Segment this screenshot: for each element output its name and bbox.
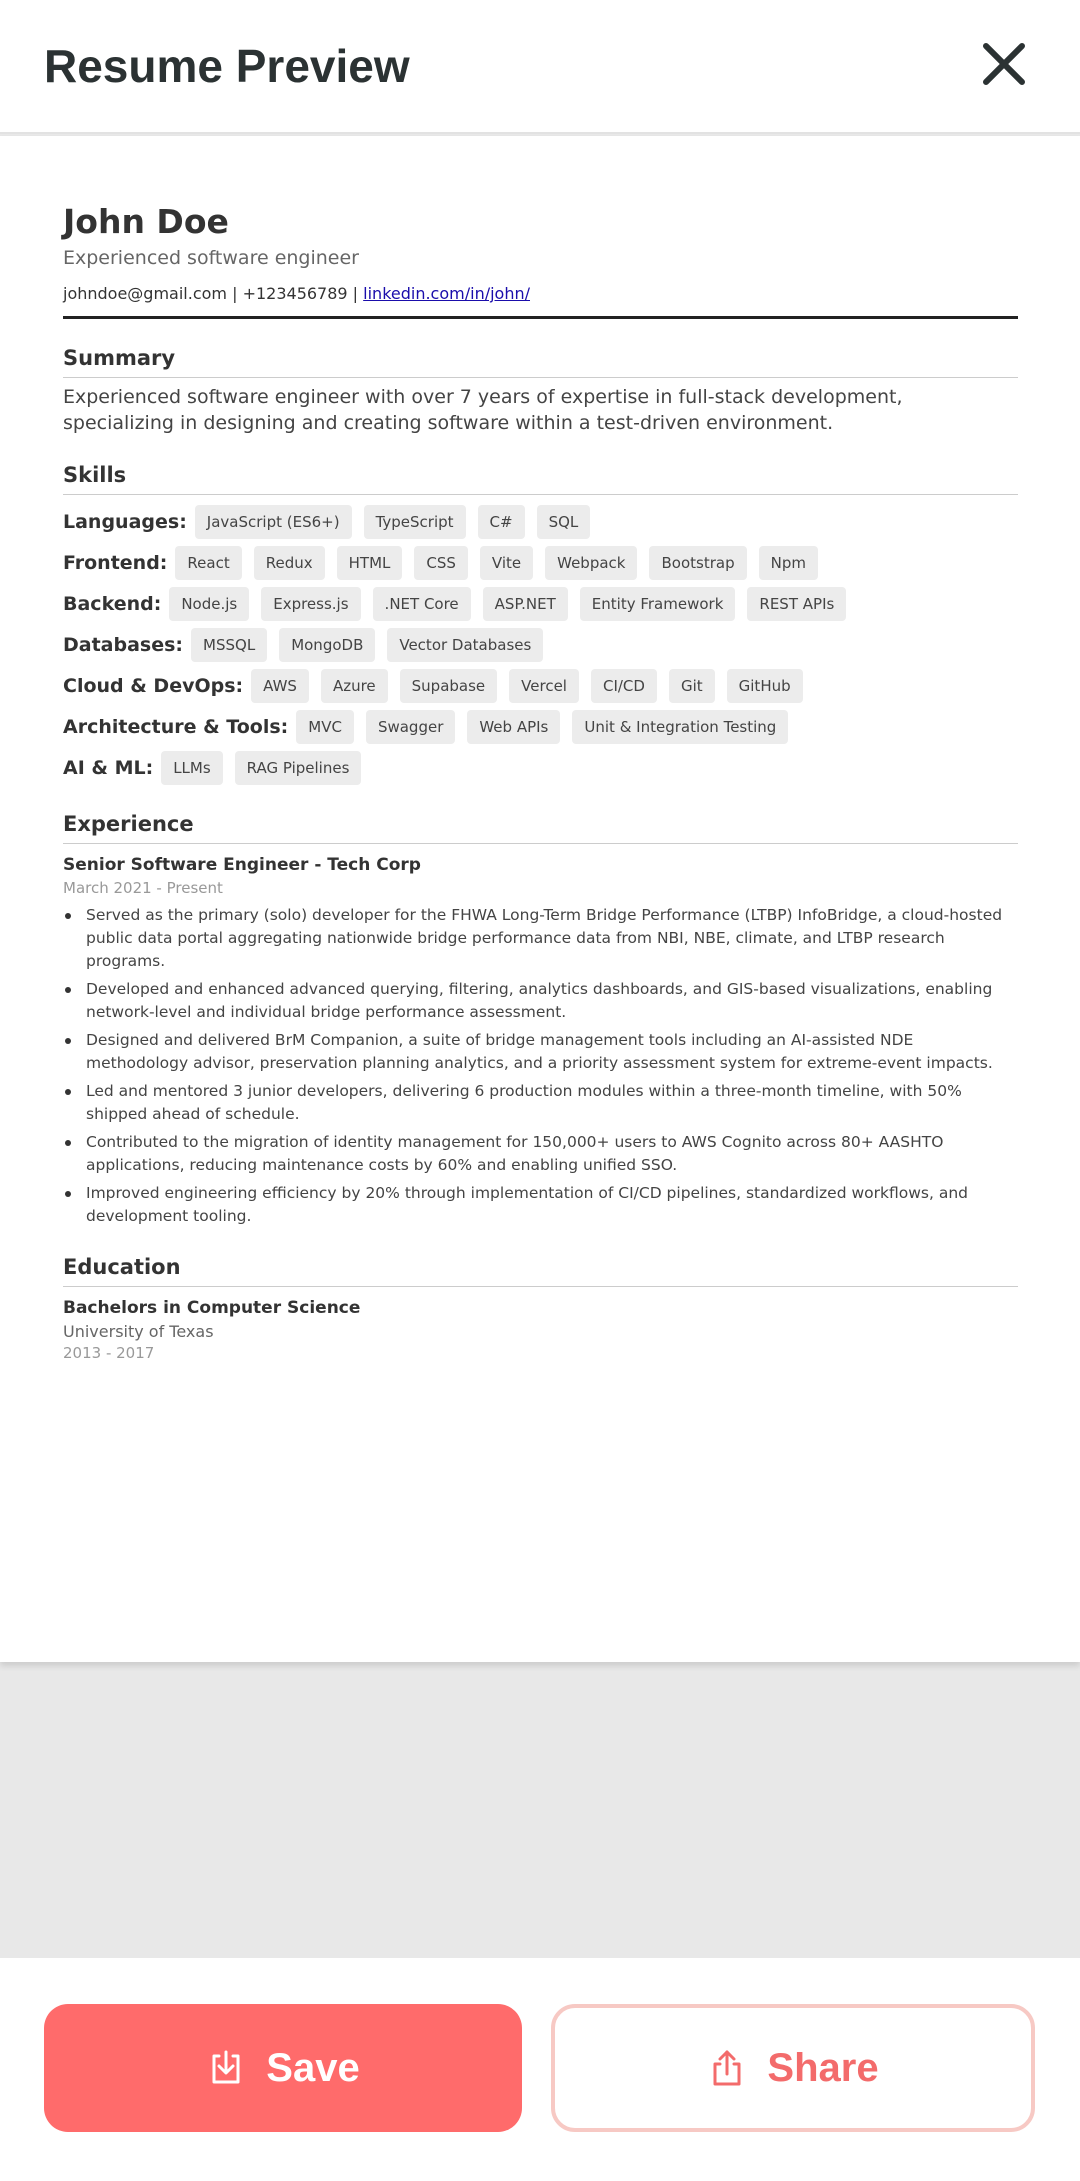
skill-category: Languages: bbox=[63, 511, 187, 533]
job-bullet: Led and mentored 3 junior developers, delivering 6 production modules within a three-month timeline, with 50% shipped ahead of schedule. bbox=[63, 1080, 1018, 1126]
skill-tag: Swagger bbox=[366, 710, 455, 744]
resume-tagline: Experienced software engineer bbox=[63, 247, 359, 269]
skill-category: Backend: bbox=[63, 593, 162, 615]
skill-row bbox=[63, 669, 1018, 703]
linkedin-link[interactable]: linkedin.com/in/john/ bbox=[363, 284, 530, 303]
skill-tag: ASP.NET bbox=[483, 587, 568, 621]
skill-tag: Express.js bbox=[261, 587, 360, 621]
skill-tag: CI/CD bbox=[591, 669, 657, 703]
skill-row bbox=[63, 628, 1018, 662]
skill-tag: .NET Core bbox=[373, 587, 471, 621]
skill-tag: React bbox=[175, 546, 241, 580]
skill-tag: C# bbox=[478, 505, 525, 539]
skill-tag: MVC bbox=[296, 710, 354, 744]
skill-category: AI & ML: bbox=[63, 757, 154, 779]
skill-tag: Entity Framework bbox=[580, 587, 736, 621]
close-button[interactable] bbox=[976, 36, 1032, 92]
skill-tag: Git bbox=[669, 669, 715, 703]
skill-tag: Redux bbox=[254, 546, 325, 580]
share-button[interactable] bbox=[551, 2004, 1035, 2132]
skill-tag: HTML bbox=[337, 546, 403, 580]
action-bar bbox=[0, 1958, 1080, 2181]
skill-row bbox=[63, 505, 1018, 539]
skill-tag: Azure bbox=[321, 669, 388, 703]
contact-separator: | bbox=[347, 284, 364, 303]
job-bullet: Contributed to the migration of identity management for 150,000+ users to AWS Cognito across 80+ AASHTO applications, reducing maintenance costs by 60% and enabling unified SSO. bbox=[63, 1131, 1018, 1177]
skill-category: Cloud & DevOps: bbox=[63, 675, 244, 697]
skill-tag: CSS bbox=[414, 546, 468, 580]
share-button-label: Share bbox=[767, 2045, 879, 2090]
education-years: 2013 - 2017 bbox=[63, 1344, 155, 1362]
skill-tag: JavaScript (ES6+) bbox=[195, 505, 352, 539]
skill-row bbox=[63, 546, 1018, 580]
skill-tag: MSSQL bbox=[191, 628, 267, 662]
skill-tag: Supabase bbox=[400, 669, 498, 703]
job-bullet: Served as the primary (solo) developer for the FHWA Long-Term Bridge Performance (LTBP) InfoBridge, a cloud-hosted public data portal aggregating nationwide bridge performance data from NBI, NBE, climate, and LTBP research programs. bbox=[63, 904, 1018, 973]
contact-line bbox=[63, 282, 1018, 319]
skill-tag: Vite bbox=[480, 546, 533, 580]
skill-row bbox=[63, 751, 1018, 785]
skill-tag: AWS bbox=[251, 669, 309, 703]
skill-tag: Webpack bbox=[545, 546, 637, 580]
education-heading: Education bbox=[63, 1252, 1018, 1287]
experience-heading: Experience bbox=[63, 809, 1018, 844]
skill-category: Databases: bbox=[63, 634, 184, 656]
skill-tag: Vector Databases bbox=[387, 628, 543, 662]
job-title: Senior Software Engineer - Tech Corp bbox=[63, 855, 421, 875]
contact-email: johndoe@gmail.com bbox=[63, 284, 227, 303]
skill-tag: LLMs bbox=[161, 751, 222, 785]
skill-row bbox=[63, 587, 1018, 621]
close-icon bbox=[976, 36, 1032, 92]
skill-category: Frontend: bbox=[63, 552, 168, 574]
skill-tag: SQL bbox=[537, 505, 591, 539]
summary-text: Experienced software engineer with over 7 years of expertise in full-stack development, specializing in designing and creating software within a test-driven environment. bbox=[63, 386, 903, 434]
share-icon bbox=[707, 2048, 747, 2088]
contact-separator: | bbox=[227, 284, 243, 303]
skill-tag: MongoDB bbox=[279, 628, 375, 662]
resume-name: John Doe bbox=[63, 202, 229, 241]
skill-tag: Unit & Integration Testing bbox=[572, 710, 788, 744]
job-bullet: Improved engineering efficiency by 20% through implementation of CI/CD pipelines, standardized workflows, and development tooling. bbox=[63, 1182, 1018, 1228]
skill-tag: Bootstrap bbox=[649, 546, 746, 580]
skill-row bbox=[63, 710, 1018, 744]
save-button[interactable] bbox=[44, 2004, 522, 2132]
summary-heading: Summary bbox=[63, 343, 1018, 378]
skill-tag: Npm bbox=[759, 546, 818, 580]
skill-tag: TypeScript bbox=[364, 505, 466, 539]
skill-tag: Vercel bbox=[509, 669, 579, 703]
job-bullet: Designed and delivered BrM Companion, a suite of bridge management tools including an AI-assisted NDE methodology advisor, preservation planning analytics, and a priority assessment system for extreme-event impacts. bbox=[63, 1029, 1018, 1075]
education-school: University of Texas bbox=[63, 1322, 214, 1341]
resume-document bbox=[63, 202, 1018, 1363]
skill-tag: Web APIs bbox=[467, 710, 560, 744]
education-degree: Bachelors in Computer Science bbox=[63, 1298, 361, 1318]
skill-category: Architecture & Tools: bbox=[63, 716, 289, 738]
skills-list bbox=[63, 505, 1018, 785]
skill-tag: Node.js bbox=[169, 587, 249, 621]
job-bullets bbox=[63, 904, 1018, 1228]
skills-heading: Skills bbox=[63, 460, 1018, 495]
skill-tag: RAG Pipelines bbox=[235, 751, 362, 785]
skill-tag: GitHub bbox=[727, 669, 803, 703]
skill-tag: REST APIs bbox=[747, 587, 846, 621]
page-title: Resume Preview bbox=[44, 40, 410, 92]
contact-phone: +123456789 bbox=[242, 284, 348, 303]
save-button-label: Save bbox=[266, 2045, 360, 2090]
job-dates: March 2021 - Present bbox=[63, 879, 223, 897]
job-bullet: Developed and enhanced advanced querying, filtering, analytics dashboards, and GIS-based visualizations, enabling network-level and individual bridge performance assessment. bbox=[63, 978, 1018, 1024]
download-icon bbox=[206, 2048, 246, 2088]
top-bar bbox=[0, 0, 1080, 134]
resume-page[interactable] bbox=[0, 136, 1080, 1662]
